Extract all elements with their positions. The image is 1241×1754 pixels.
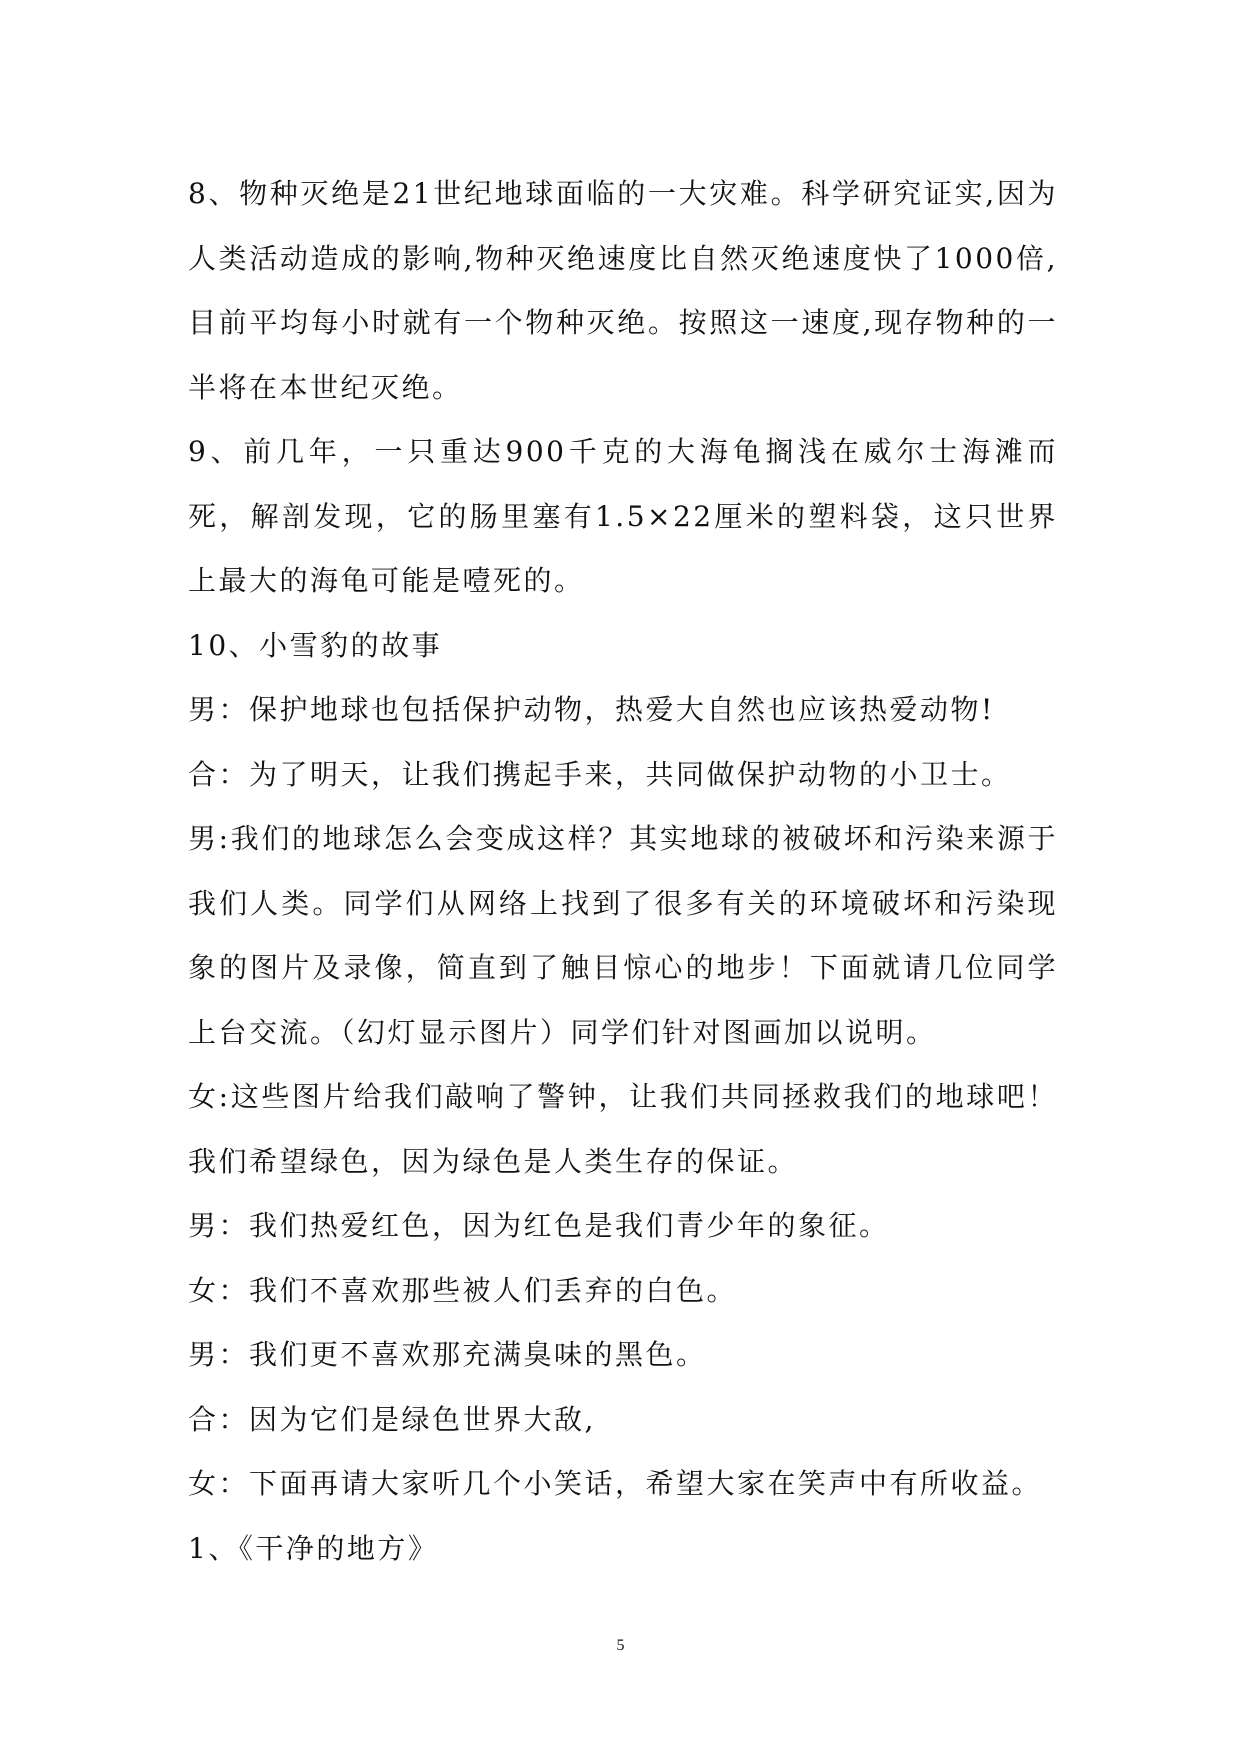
section-heading: 1、《干净的地方》 bbox=[188, 1531, 439, 1565]
dialogue-line: 男：保护地球也包括保护动物，热爱大自然也应该热爱动物! bbox=[188, 693, 995, 726]
page-number: 5 bbox=[616, 1637, 625, 1654]
dialogue-line: 女:这些图片给我们敲响了警钟，让我们共同拯救我们的地球吧！我们希望绿色，因为绿色是人类生存的保证。 bbox=[188, 1080, 1058, 1178]
paragraph-item-8: 8、物种灭绝是21世纪地球面临的一大灾难。科学研究证实,因为人类活动造成的影响,物种灭绝速度比自然灭绝速度快了1000倍,目前平均每小时就有一个物种灭绝。按照这一速度,现存物种的一半将在本世纪灭绝。 bbox=[188, 177, 1058, 404]
dialogue-line: 女：我们不喜欢那些被人们丢弃的白色。 bbox=[188, 1273, 738, 1307]
dialogue-line: 男：我们更不喜欢那充满臭味的黑色。 bbox=[188, 1338, 707, 1371]
dialogue-line: 合：为了明天，让我们携起手来，共同做保护动物的小卫士。 bbox=[188, 757, 1012, 791]
body-text bbox=[188, 162, 1058, 1581]
paragraph-item-9: 9、前几年，一只重达900千克的大海龟搁浅在威尔士海滩而死，解剖发现，它的肠里塞有1.5×22厘米的塑料袋，这只世界上最大的海龟可能是噎死的。 bbox=[188, 435, 1058, 597]
paragraph-item-10-title: 10、小雪豹的故事 bbox=[188, 628, 443, 662]
dialogue-line: 合：因为它们是绿色世界大敌, bbox=[188, 1402, 596, 1436]
dialogue-line: 男：我们热爱红色，因为红色是我们青少年的象征。 bbox=[188, 1209, 890, 1242]
dialogue-line: 女：下面再请大家听几个小笑话，希望大家在笑声中有所收益。 bbox=[188, 1467, 1043, 1500]
dialogue-line: 男:我们的地球怎么会变成这样？其实地球的被破坏和污染来源于我们人类。同学们从网络上找到了很多有关的环境破坏和污染现象的图片及录像，简直到了触目惊心的地步！下面就请几位同学上台交流。（幻灯显示图片）同学们针对图画加以说明。 bbox=[188, 822, 1058, 1049]
